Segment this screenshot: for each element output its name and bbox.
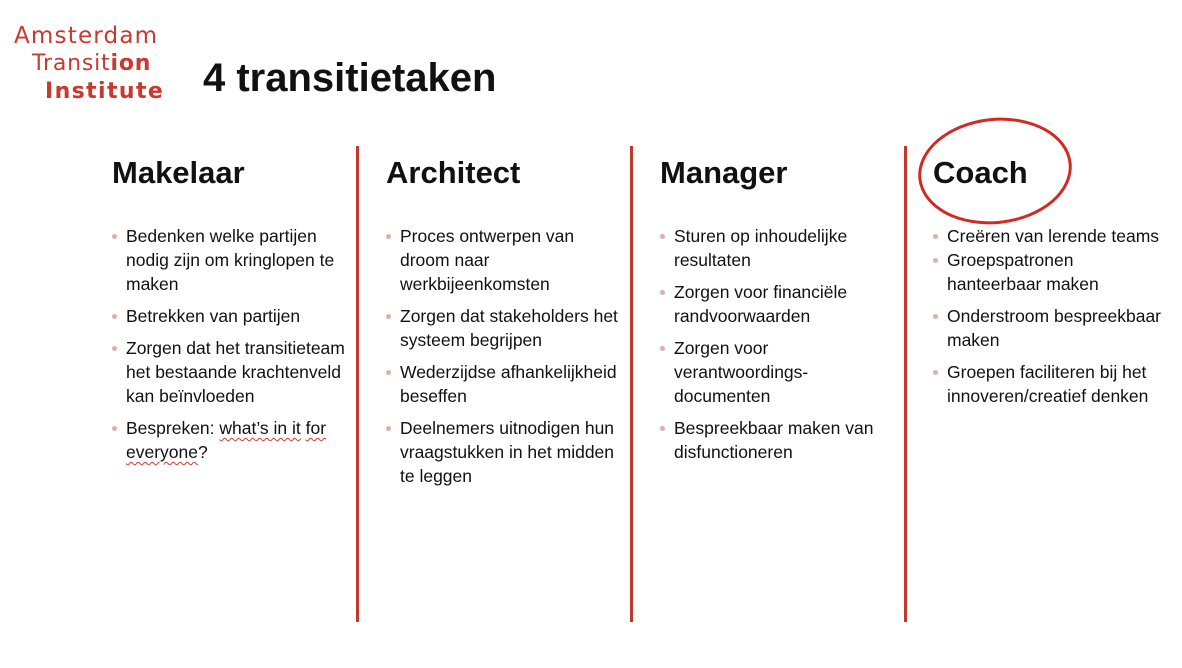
column-makelaar: [112, 150, 348, 472]
list-item: Zorgen dat stakeholders het systeem begrijpen: [386, 304, 622, 352]
list-item: Betrekken van partijen: [112, 304, 348, 328]
logo-line-1: Amsterdam: [14, 23, 159, 49]
list-item: Zorgen voor verantwoordings-documenten: [660, 336, 896, 408]
list-item: Deelnemers uitnodigen hun vraagstukken in het midden te leggen: [386, 416, 622, 488]
column-heading-coach: Coach: [933, 155, 1028, 190]
makelaar-list: [112, 224, 348, 464]
list-item: Onderstroom bespreekbaar maken: [933, 304, 1169, 352]
list-item: Creëren van lerende teams: [933, 224, 1169, 248]
column-heading-makelaar: Makelaar: [112, 155, 245, 190]
list-item: Zorgen voor financiële randvoorwaarden: [660, 280, 896, 328]
column-heading-architect: Architect: [386, 155, 521, 190]
amsterdam-transition-institute-logo: [14, 22, 184, 106]
column-architect: [386, 150, 622, 496]
coach-list: [933, 224, 1169, 408]
architect-list: [386, 224, 622, 488]
column-divider-1: [356, 146, 359, 622]
column-manager: [660, 150, 896, 472]
logo-line-2a: Transit: [32, 51, 111, 76]
list-item: Sturen op inhoudelijke resultaten: [660, 224, 896, 272]
list-item: Proces ontwerpen van droom naar werkbijeenkomsten: [386, 224, 622, 296]
column-heading-manager: Manager: [660, 155, 788, 190]
list-item: Bespreekbaar maken van disfunctioneren: [660, 416, 896, 464]
list-item: Zorgen dat het transitieteam het bestaande krachtenveld kan beïnvloeden: [112, 336, 348, 408]
column-divider-2: [630, 146, 633, 622]
list-item: Groepspatronen hanteerbaar maken: [933, 248, 1169, 296]
list-item: Bedenken welke partijen nodig zijn om kringlopen te maken: [112, 224, 348, 296]
spellcheck-phrase-2: for everyone: [126, 418, 327, 462]
spellcheck-phrase-1: what’s in it: [219, 418, 301, 438]
list-item: Groepen faciliteren bij het innoveren/creatief denken: [933, 360, 1169, 408]
list-item: Wederzijdse afhankelijkheid beseffen: [386, 360, 622, 408]
slide-title: 4 transitietaken: [203, 56, 497, 100]
logo-line-2b: ion: [110, 51, 152, 76]
list-item-prefix: Bespreken:: [126, 418, 220, 438]
logo-line-3: Institute: [45, 79, 165, 104]
list-item: [112, 416, 348, 464]
manager-list: [660, 224, 896, 464]
logo-line-2: [14, 50, 184, 78]
column-divider-3: [904, 146, 907, 622]
list-item-suffix: ?: [198, 442, 208, 462]
